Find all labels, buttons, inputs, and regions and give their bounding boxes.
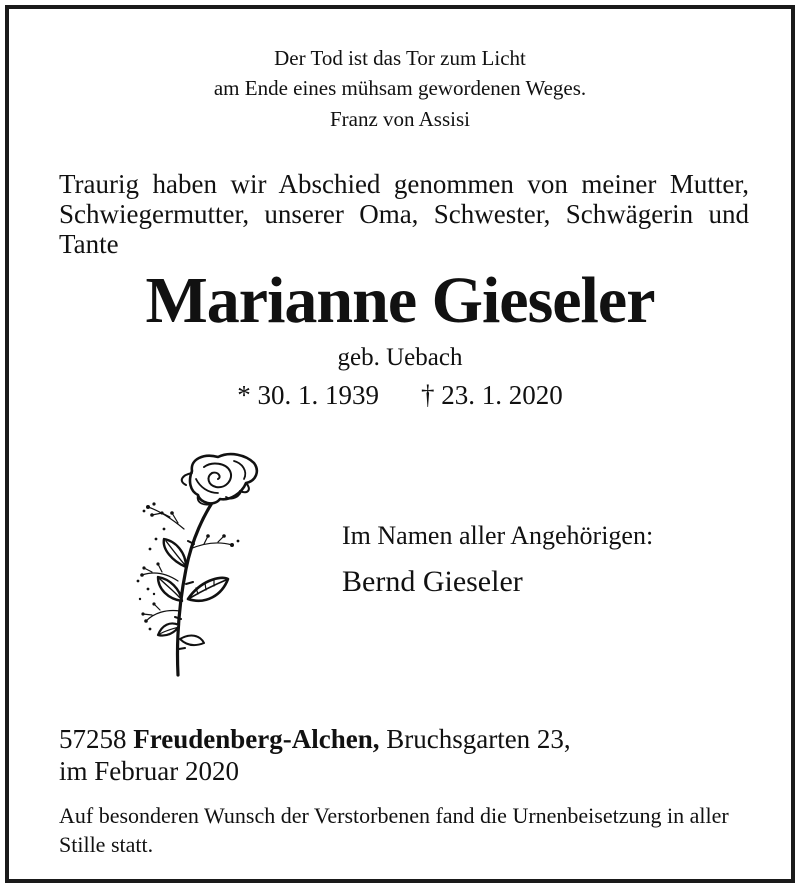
postal-code: 57258 <box>59 724 127 754</box>
date-line: im Februar 2020 <box>59 756 239 786</box>
obituary-frame <box>5 5 795 883</box>
deceased-name: Marianne Gieseler <box>145 264 655 337</box>
motto-line-1: Der Tod ist das Tor zum Licht <box>274 46 526 70</box>
address-line <box>59 723 571 755</box>
address-block <box>59 723 571 787</box>
motto-line-2: am Ende eines mühsam gewordenen Weges. <box>213 76 587 100</box>
life-dates <box>9 378 791 412</box>
birth-name: geb. Uebach <box>337 344 463 371</box>
death-date: † 23. 1. 2020 <box>421 380 563 410</box>
city: Freudenberg-Alchen, <box>133 724 380 754</box>
burial-note: Auf besonderen Wunsch der Verstorbenen fand die Urnenbeisetzung in aller Stille statt. <box>59 803 729 857</box>
motto-quote <box>9 43 791 134</box>
intro-text: Traurig haben wir Abschied genommen von meiner Mutter, Schwiegermutter, unserer Oma, Schwester, Schwägerin und Tante <box>59 169 749 259</box>
street: Bruchsgarten 23, <box>386 724 571 754</box>
rose-illustration <box>134 449 264 677</box>
motto-author: Franz von Assisi <box>329 107 470 131</box>
signature-name: Bernd Gieseler <box>342 565 523 598</box>
birth-date: * 30. 1. 1939 <box>237 380 379 410</box>
signature-label: Im Namen aller Angehörigen: <box>342 521 654 550</box>
